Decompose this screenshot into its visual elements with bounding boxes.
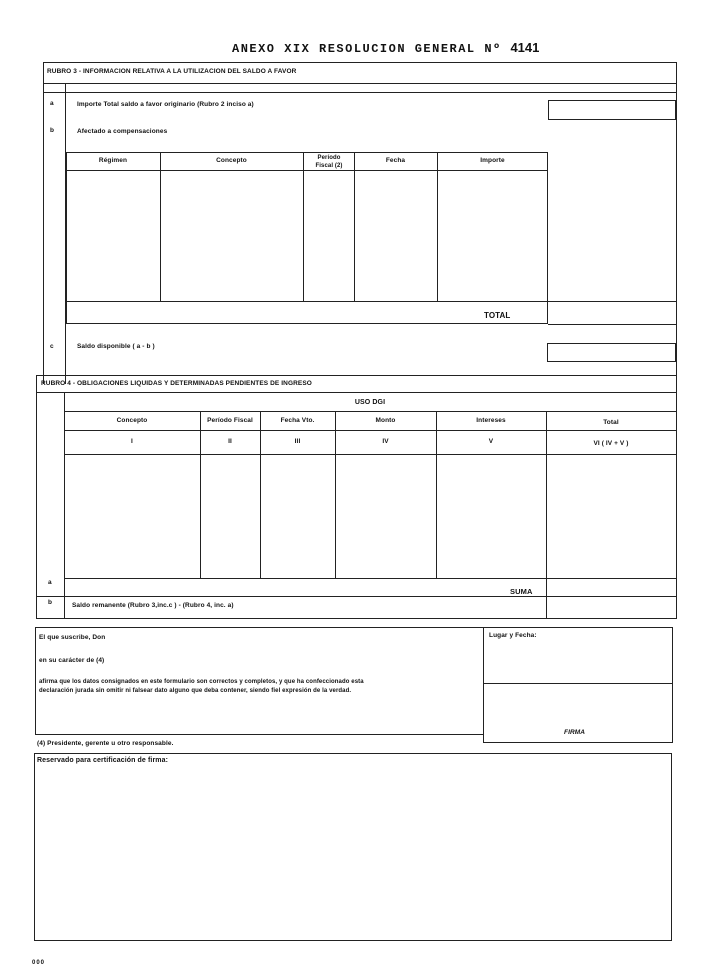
- r4-roman-v: V: [488, 438, 494, 445]
- footnote: (4) Presidente, gerente u otro responsable.: [37, 740, 174, 747]
- compensations-total-divider: [66, 301, 677, 302]
- rubro3-total-label: TOTAL: [484, 311, 511, 320]
- r4-roman-i: I: [131, 438, 133, 445]
- rubro3-row-a-label: Importe Total saldo a favor originario (Rubro 2 inciso a): [77, 101, 254, 108]
- r4-col-fecha-vto: Fecha Vto.: [280, 417, 315, 424]
- r4-roman-vi: VI ( IV + V ): [593, 440, 629, 447]
- title-text: ANEXO XIX RESOLUCION GENERAL Nº: [232, 42, 502, 56]
- rubro4-row-b-label: Saldo remanente (Rubro 3,inc.c ) - (Rubro 4, inc. a): [72, 602, 234, 609]
- rubro4-heading-divider: [36, 392, 677, 393]
- r4-col-monto: Monto: [375, 417, 396, 424]
- rubro4-heading: RUBRO 4 - OBLIGACIONES LIQUIDAS Y DETERMINADAS PENDIENTES DE INGRESO: [41, 380, 312, 387]
- rubro4-col-divider: [260, 411, 261, 578]
- compensations-col-divider: [354, 152, 355, 301]
- rubro4-col-divider: [335, 411, 336, 578]
- r4-col-periodo-fiscal: Período Fiscal: [207, 417, 253, 424]
- rubro4-roman-divider: [64, 454, 676, 455]
- rubro3-heading: RUBRO 3 - INFORMACION RELATIVA A LA UTILIZACION DEL SALDO A FAVOR: [47, 68, 297, 75]
- rubro4-top-border: [36, 375, 677, 376]
- rubro3-right-border: [676, 84, 677, 384]
- compensations-col-divider: [160, 152, 161, 301]
- signature-label: FIRMA: [564, 729, 586, 736]
- rubro4-uso-dgi: USO DGI: [354, 399, 386, 406]
- col-periodo-fiscal: Período Fiscal (2): [315, 155, 343, 169]
- rubro3-divider: [43, 92, 677, 93]
- r4-col-total: Total: [603, 419, 619, 426]
- compensations-col-divider: [303, 152, 304, 301]
- signer-label: El que suscribe, Don: [39, 634, 106, 641]
- col-importe: Importe: [480, 157, 505, 164]
- rubro3-row-c-label: Saldo disponible ( a - b ): [77, 343, 155, 350]
- rubro4-body-bottom: [64, 578, 676, 579]
- place-date-signature-box: [483, 627, 673, 743]
- certification-label: Reservado para certificación de firma:: [37, 757, 169, 764]
- r4-col-concepto: Concepto: [116, 417, 148, 424]
- rubro4-letter-column: [64, 392, 65, 619]
- rubro3-row-a-field[interactable]: [548, 100, 676, 120]
- rubro4-col-divider: [200, 411, 201, 578]
- statement-line-2: declaración jurada sin omitir ni falsear dato alguno que deba contener, siendo fiel expresión de la verdad.: [39, 688, 352, 694]
- rubro3-row-b-label: Afectado a compensaciones: [77, 128, 168, 135]
- rubro3-left-border: [43, 84, 44, 384]
- rubro4-header-divider: [64, 430, 676, 431]
- col-fecha: Fecha: [385, 157, 406, 164]
- rubro4-uso-divider: [64, 411, 676, 412]
- place-date-divider: [483, 683, 673, 684]
- rubro4-suma-divider: [36, 596, 677, 597]
- rubro3-row-c-field[interactable]: [547, 343, 676, 362]
- statement-line-1: afirma que los datos consignados en este formulario son correctos y completos, y que ha confeccionado esta: [39, 679, 364, 685]
- rubro4-col-divider: [436, 411, 437, 578]
- col-concepto: Concepto: [216, 157, 247, 164]
- rubro4-suma-label: SUMA: [510, 587, 533, 596]
- rubro4-row-a-letter: a: [48, 579, 52, 586]
- rubro4-left-border: [36, 375, 37, 619]
- compensations-header-divider: [66, 170, 548, 171]
- r4-roman-ii: II: [228, 438, 232, 445]
- rubro4-bottom-border: [36, 618, 677, 619]
- r4-col-intereses: Intereses: [476, 417, 506, 424]
- page-code: 000: [32, 960, 46, 966]
- rubro4-row-b-letter: b: [48, 599, 53, 606]
- compensations-table: [66, 152, 548, 324]
- compensations-col-divider: [437, 152, 438, 301]
- rubro3-row-c-letter: c: [50, 343, 54, 350]
- document-title: [232, 40, 539, 56]
- resolution-number: 4141: [510, 40, 540, 55]
- r4-roman-iii: III: [294, 438, 301, 445]
- rubro3-row-b-letter: b: [50, 127, 55, 134]
- rubro4-right-border: [676, 375, 677, 619]
- rubro3-row-a-letter: a: [50, 100, 54, 107]
- certification-box: [34, 753, 672, 941]
- col-regimen: Régimen: [98, 157, 128, 164]
- capacity-label: en su carácter de (4): [39, 657, 105, 664]
- place-date-label: Lugar y Fecha:: [489, 632, 537, 639]
- r4-roman-iv: IV: [382, 438, 389, 445]
- rubro3-total-field-bottom: [548, 324, 676, 325]
